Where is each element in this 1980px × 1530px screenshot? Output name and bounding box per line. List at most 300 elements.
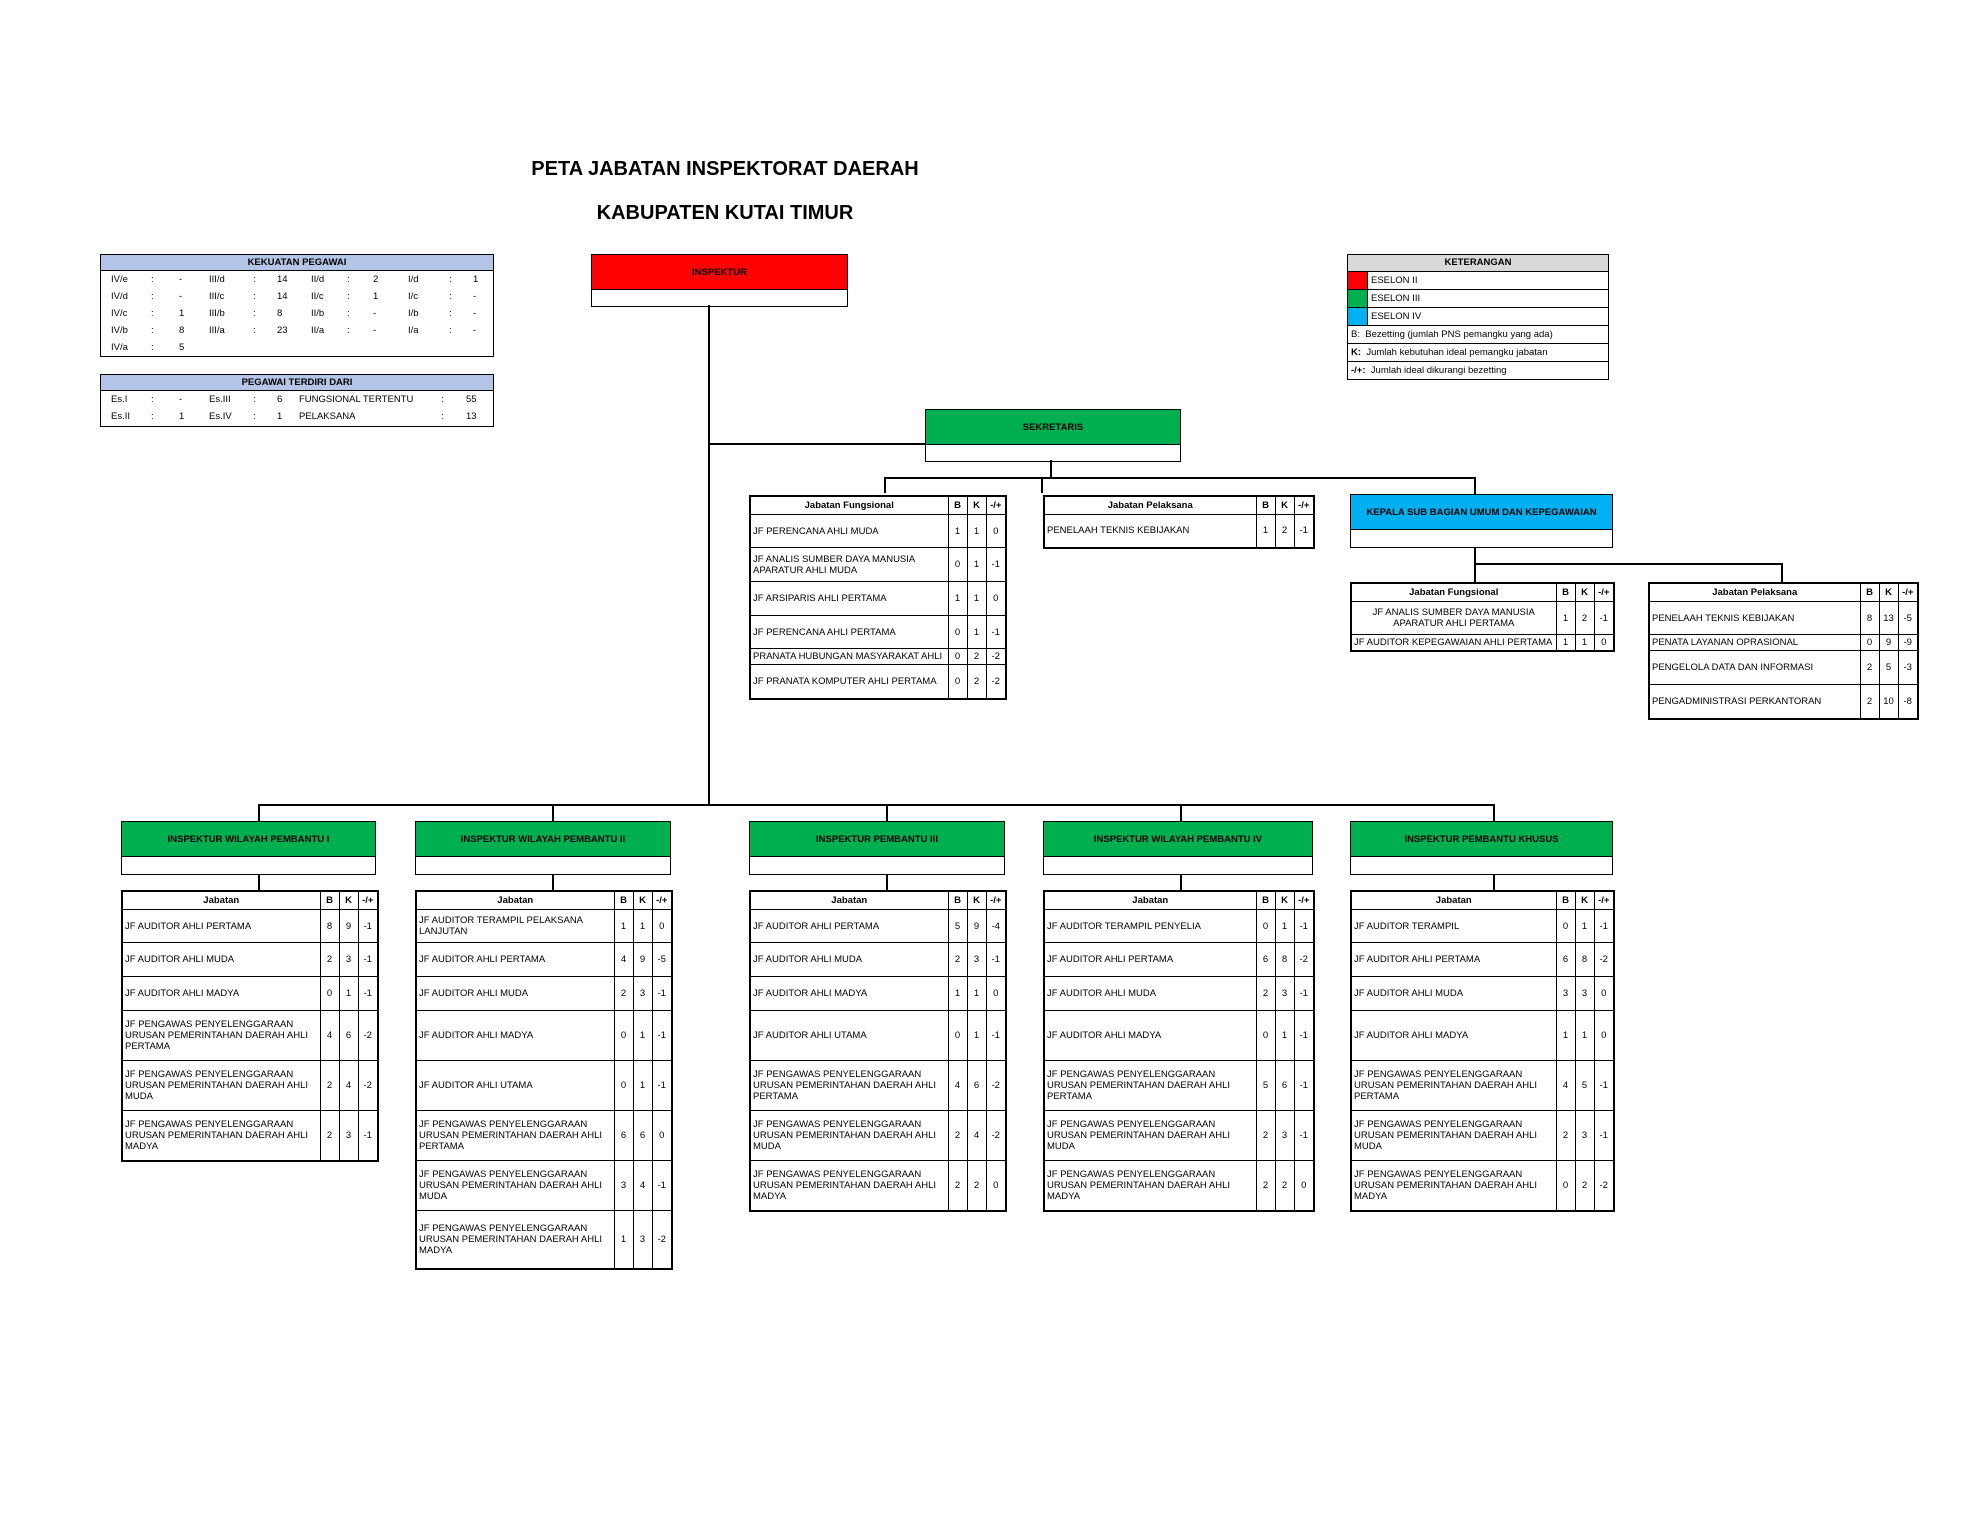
bezetting-value: 1 <box>948 582 967 616</box>
kebutuhan-value: 3 <box>633 1211 652 1269</box>
golongan-label: I/a <box>408 325 419 336</box>
column-header-diff: -/+ <box>986 891 1006 910</box>
eselon-count: - <box>179 394 183 405</box>
eselon3-swatch <box>1348 290 1368 307</box>
bezetting-value: 0 <box>614 1061 633 1111</box>
bezetting-value: 2 <box>948 1161 967 1211</box>
connector-iw2-table <box>552 874 554 890</box>
jabatan-name: JF PENGAWAS PENYELENGGARAAN URUSAN PEMERINTAHAN DAERAH AHLI MUDA <box>750 1111 948 1161</box>
selisih-value: 0 <box>1294 1161 1314 1211</box>
golongan-count: 2 <box>373 274 379 285</box>
separator: : <box>347 274 350 285</box>
subbag-fungsional-table <box>1350 582 1615 652</box>
jabatan-name: JF PENGAWAS PENYELENGGARAAN URUSAN PEMERINTAHAN DAERAH AHLI PERTAMA <box>416 1111 614 1161</box>
ipk-table <box>1350 890 1615 1212</box>
table-row <box>750 1161 1006 1211</box>
table-row <box>122 977 378 1011</box>
legend-k-text: Jumlah kebutuhan ideal pemangku jabatan <box>1366 347 1548 358</box>
selisih-value: -1 <box>1294 977 1314 1011</box>
table-row <box>750 1011 1006 1061</box>
bezetting-value: 2 <box>320 1111 339 1161</box>
legend-eselon3: ESELON III <box>1371 293 1421 304</box>
table-header-row <box>1044 891 1314 910</box>
column-header-diff: -/+ <box>1594 891 1614 910</box>
inspektur-box <box>591 254 848 307</box>
column-header-k: K <box>633 891 652 910</box>
kebutuhan-value: 6 <box>633 1111 652 1161</box>
selisih-value: -1 <box>1294 910 1314 943</box>
table-header-row <box>122 891 378 910</box>
kebutuhan-value: 1 <box>1275 910 1294 943</box>
selisih-value: -9 <box>1898 635 1918 651</box>
column-header-k: K <box>1275 496 1294 515</box>
jabatan-name: JF AUDITOR TERAMPIL <box>1351 910 1556 943</box>
page-subtitle: KABUPATEN KUTAI TIMUR <box>596 202 854 224</box>
separator: : <box>449 291 452 302</box>
bezetting-value: 1 <box>948 515 967 548</box>
kebutuhan-value: 4 <box>967 1111 986 1161</box>
bezetting-value: 2 <box>1860 685 1879 719</box>
jabatan-name: JF AUDITOR AHLI MUDA <box>122 943 320 977</box>
column-header-diff: -/+ <box>358 891 378 910</box>
jabatan-name: JF AUDITOR AHLI MADYA <box>750 977 948 1011</box>
jabatan-name: JF AUDITOR AHLI UTAMA <box>750 1011 948 1061</box>
column-header-b: B <box>1860 583 1879 602</box>
kebutuhan-value: 6 <box>339 1011 358 1061</box>
jabatan-name: JF PENGAWAS PENYELENGGARAAN URUSAN PEMERINTAHAN DAERAH AHLI MUDA <box>122 1061 320 1111</box>
connector-iw1-table <box>258 874 260 890</box>
selisih-value: 0 <box>986 515 1006 548</box>
selisih-value: -2 <box>1594 943 1614 977</box>
separator: : <box>151 394 154 405</box>
jabatan-name: JF PENGAWAS PENYELENGGARAAN URUSAN PEMERINTAHAN DAERAH AHLI MADYA <box>1351 1161 1556 1211</box>
selisih-value: 0 <box>652 1111 672 1161</box>
kebutuhan-value: 3 <box>1275 977 1294 1011</box>
connector-iw1 <box>258 804 260 822</box>
bezetting-value: 0 <box>1556 1161 1575 1211</box>
selisih-value: -1 <box>1294 515 1314 548</box>
kebutuhan-value: 2 <box>1575 602 1594 635</box>
connector-kasubag-down <box>1474 547 1476 564</box>
jabatan-name: JF AUDITOR AHLI PERTAMA <box>1044 943 1256 977</box>
table-row <box>750 616 1006 649</box>
golongan-count: 8 <box>277 308 283 319</box>
bezetting-value: 0 <box>948 616 967 649</box>
separator: : <box>441 411 444 422</box>
selisih-value: -1 <box>1294 1061 1314 1111</box>
golongan-count: 5 <box>179 342 185 353</box>
table-row <box>122 1111 378 1161</box>
kebutuhan-value: 4 <box>339 1061 358 1111</box>
separator: : <box>151 325 154 336</box>
selisih-value: -2 <box>1594 1161 1614 1211</box>
jabatan-name: JF AUDITOR AHLI MADYA <box>1351 1011 1556 1061</box>
selisih-value: -3 <box>1898 651 1918 685</box>
connector-sek-fungsional <box>884 477 886 493</box>
golongan-label: IV/b <box>111 325 128 336</box>
separator: : <box>253 308 256 319</box>
kebutuhan-value: 3 <box>1275 1111 1294 1161</box>
ipk-label: INSPEKTUR PEMBANTU KHUSUS <box>1351 822 1612 857</box>
bezetting-value: 0 <box>948 649 967 665</box>
connector-to-sekretaris <box>708 443 926 445</box>
column-header-jabatan: Jabatan <box>750 891 948 910</box>
selisih-value: -2 <box>986 1111 1006 1161</box>
terdiri-row <box>101 391 493 408</box>
jabatan-name: JF AUDITOR KEPEGAWAIAN AHLI PERTAMA <box>1351 635 1556 651</box>
selisih-value: -1 <box>358 943 378 977</box>
column-header-b: B <box>1556 583 1575 602</box>
table-row <box>750 977 1006 1011</box>
table-row <box>416 1111 672 1161</box>
table-row <box>416 943 672 977</box>
selisih-value: -5 <box>652 943 672 977</box>
kebutuhan-value: 2 <box>967 649 986 665</box>
separator: : <box>347 325 350 336</box>
column-header-k: K <box>1575 891 1594 910</box>
kebutuhan-value: 8 <box>1575 943 1594 977</box>
jabatan-name: JF PENGAWAS PENYELENGGARAAN URUSAN PEMERINTAHAN DAERAH AHLI PERTAMA <box>1351 1061 1556 1111</box>
bezetting-value: 1 <box>614 1211 633 1269</box>
table-row <box>416 1011 672 1061</box>
bezetting-value: 1 <box>948 977 967 1011</box>
bezetting-value: 4 <box>614 943 633 977</box>
ip3-table <box>749 890 1007 1212</box>
kebutuhan-value: 1 <box>967 548 986 582</box>
kekuatan-row <box>101 271 493 288</box>
kategori-label: FUNGSIONAL TERTENTU <box>299 394 414 405</box>
iw4-box <box>1043 821 1313 875</box>
selisih-value: 0 <box>1594 977 1614 1011</box>
selisih-value: -1 <box>358 910 378 943</box>
jabatan-name: JF PENGAWAS PENYELENGGARAAN URUSAN PEMERINTAHAN DAERAH AHLI MADYA <box>1044 1161 1256 1211</box>
bezetting-value: 0 <box>320 977 339 1011</box>
column-header-jabatan: Jabatan <box>1351 891 1556 910</box>
selisih-value: -2 <box>986 1061 1006 1111</box>
table-row <box>750 582 1006 616</box>
iw4-label: INSPEKTUR WILAYAH PEMBANTU IV <box>1044 822 1312 857</box>
kebutuhan-value: 1 <box>339 977 358 1011</box>
connector-main-vertical <box>708 305 710 805</box>
kebutuhan-value: 6 <box>967 1061 986 1111</box>
golongan-count: - <box>179 274 183 285</box>
selisih-value: -1 <box>652 1011 672 1061</box>
bezetting-value: 6 <box>1256 943 1275 977</box>
jabatan-name: JF AUDITOR AHLI UTAMA <box>416 1061 614 1111</box>
eselon4-swatch <box>1348 308 1368 325</box>
bezetting-value: 1 <box>1556 635 1575 651</box>
separator: : <box>253 291 256 302</box>
column-header-k: K <box>1575 583 1594 602</box>
table-header-row <box>1351 891 1614 910</box>
table-row <box>1649 635 1918 651</box>
selisih-value: -1 <box>1294 1111 1314 1161</box>
kebutuhan-value: 1 <box>633 910 652 943</box>
bezetting-value: 0 <box>948 665 967 699</box>
jabatan-name: JF PERENCANA AHLI MUDA <box>750 515 948 548</box>
table-header-row <box>1351 583 1614 602</box>
golongan-count: - <box>473 308 477 319</box>
table-row <box>416 1161 672 1211</box>
kebutuhan-value: 10 <box>1879 685 1898 719</box>
table-row <box>122 910 378 943</box>
golongan-count: - <box>473 325 477 336</box>
jabatan-name: JF PENGAWAS PENYELENGGARAAN URUSAN PEMERINTAHAN DAERAH AHLI MADYA <box>122 1111 320 1161</box>
kebutuhan-value: 1 <box>633 1061 652 1111</box>
bezetting-value: 1 <box>1256 515 1275 548</box>
jabatan-name: PENGADMINISTRASI PERKANTORAN <box>1649 685 1860 719</box>
table-row <box>1044 1161 1314 1211</box>
iw1-table <box>121 890 379 1162</box>
golongan-count: - <box>373 325 377 336</box>
kebutuhan-value: 1 <box>967 582 986 616</box>
selisih-value: -1 <box>358 1111 378 1161</box>
legend-panel <box>1347 254 1609 380</box>
kebutuhan-value: 13 <box>1879 602 1898 635</box>
golongan-count: 8 <box>179 325 185 336</box>
table-header-row <box>750 891 1006 910</box>
table-row <box>1351 977 1614 1011</box>
eselon-label: Es.III <box>209 394 231 405</box>
bezetting-value: 2 <box>1556 1111 1575 1161</box>
ipk-box <box>1350 821 1613 875</box>
kebutuhan-value: 1 <box>1575 635 1594 651</box>
bezetting-value: 3 <box>614 1161 633 1211</box>
kategori-count: 13 <box>466 411 477 422</box>
selisih-value: 0 <box>1594 1011 1614 1061</box>
ip3-label: INSPEKTUR PEMBANTU III <box>750 822 1004 857</box>
table-row <box>750 649 1006 665</box>
kasubag-label: KEPALA SUB BAGIAN UMUM DAN KEPEGAWAIAN <box>1351 495 1612 530</box>
bezetting-value: 6 <box>614 1111 633 1161</box>
bezetting-value: 0 <box>1860 635 1879 651</box>
kebutuhan-value: 3 <box>967 943 986 977</box>
jabatan-name: PENATA LAYANAN OPRASIONAL <box>1649 635 1860 651</box>
column-header-k: K <box>1275 891 1294 910</box>
legend-b <box>1348 326 1553 343</box>
legend-title: KETERANGAN <box>1348 255 1608 272</box>
kekuatan-row <box>101 305 493 322</box>
page-title: PETA JABATAN INSPEKTORAT DAERAH <box>531 158 919 180</box>
jabatan-name: JF AUDITOR AHLI MADYA <box>122 977 320 1011</box>
selisih-value: 0 <box>1594 635 1614 651</box>
selisih-value: -1 <box>986 943 1006 977</box>
column-header-b: B <box>1256 891 1275 910</box>
separator: : <box>253 411 256 422</box>
bezetting-value: 0 <box>614 1011 633 1061</box>
golongan-count: - <box>179 291 183 302</box>
separator: : <box>253 325 256 336</box>
table-row <box>1351 1061 1614 1111</box>
table-row <box>750 548 1006 582</box>
kebutuhan-value: 9 <box>967 910 986 943</box>
golongan-label: II/d <box>311 274 325 285</box>
golongan-count: 1 <box>373 291 379 302</box>
legend-d <box>1348 362 1507 379</box>
subbag-pelaksana-table <box>1648 582 1919 720</box>
bezetting-value: 2 <box>948 1111 967 1161</box>
selisih-value: -1 <box>1594 1111 1614 1161</box>
column-header-jabatan: Jabatan Pelaksana <box>1649 583 1860 602</box>
sekretaris-pelaksana-table <box>1043 495 1315 549</box>
table-header-row <box>416 891 672 910</box>
bezetting-value: 2 <box>614 977 633 1011</box>
kebutuhan-value: 1 <box>967 1011 986 1061</box>
selisih-value: -2 <box>1294 943 1314 977</box>
jabatan-name: JF AUDITOR AHLI MADYA <box>1044 1011 1256 1061</box>
golongan-label: IV/c <box>111 308 128 319</box>
eselon-count: 1 <box>277 411 283 422</box>
jabatan-name: JF AUDITOR AHLI PERTAMA <box>750 910 948 943</box>
kebutuhan-value: 2 <box>1275 515 1294 548</box>
bezetting-value: 1 <box>1556 1011 1575 1061</box>
column-header-b: B <box>948 496 967 515</box>
table-row <box>1351 1161 1614 1211</box>
separator: : <box>441 394 444 405</box>
golongan-label: I/c <box>408 291 419 302</box>
selisih-value: -5 <box>1898 602 1918 635</box>
selisih-value: -1 <box>652 1061 672 1111</box>
golongan-count: 1 <box>179 308 185 319</box>
jabatan-name: JF AUDITOR AHLI PERTAMA <box>122 910 320 943</box>
golongan-label: III/b <box>209 308 225 319</box>
kebutuhan-value: 1 <box>1575 910 1594 943</box>
column-header-diff: -/+ <box>652 891 672 910</box>
jabatan-name: JF PRANATA KOMPUTER AHLI PERTAMA <box>750 665 948 699</box>
legend-eselon2: ESELON II <box>1371 275 1418 286</box>
bezetting-value: 0 <box>1556 910 1575 943</box>
selisih-value: 0 <box>652 910 672 943</box>
iw2-box <box>415 821 671 875</box>
golongan-label: I/d <box>408 274 419 285</box>
golongan-count: 14 <box>277 291 288 302</box>
kebutuhan-value: 1 <box>967 977 986 1011</box>
iw4-table <box>1043 890 1315 1212</box>
jabatan-name: PRANATA HUBUNGAN MASYARAKAT AHLI <box>750 649 948 665</box>
connector-ipk <box>1493 804 1495 822</box>
bezetting-value: 0 <box>948 548 967 582</box>
golongan-label: II/a <box>311 325 325 336</box>
legend-eselon4: ESELON IV <box>1371 311 1422 322</box>
selisih-value: -1 <box>986 616 1006 649</box>
table-row <box>750 1111 1006 1161</box>
kebutuhan-value: 3 <box>633 977 652 1011</box>
bezetting-value: 2 <box>1860 651 1879 685</box>
table-row <box>122 1061 378 1111</box>
legend-b-text: Bezetting (jumlah PNS pemangku yang ada) <box>1365 329 1553 340</box>
selisih-value: -1 <box>652 1161 672 1211</box>
separator: : <box>253 394 256 405</box>
bezetting-value: 0 <box>1256 910 1275 943</box>
jabatan-name: JF PERENCANA AHLI PERTAMA <box>750 616 948 649</box>
golongan-label: II/c <box>311 291 324 302</box>
separator: : <box>151 411 154 422</box>
kebutuhan-value: 3 <box>1575 977 1594 1011</box>
connector-iw4 <box>1180 804 1182 822</box>
selisih-value: -2 <box>986 649 1006 665</box>
kebutuhan-value: 1 <box>967 515 986 548</box>
jabatan-name: JF AUDITOR TERAMPIL PENYELIA <box>1044 910 1256 943</box>
column-header-k: K <box>1879 583 1898 602</box>
bezetting-value: 4 <box>1556 1061 1575 1111</box>
bezetting-value: 1 <box>614 910 633 943</box>
selisih-value: -1 <box>986 548 1006 582</box>
kebutuhan-value: 1 <box>967 616 986 649</box>
bezetting-value: 1 <box>1556 602 1575 635</box>
connector-inspektur-branch <box>258 804 1494 806</box>
legend-k-key: K: <box>1351 347 1362 358</box>
iw1-box <box>121 821 376 875</box>
bezetting-value: 4 <box>948 1061 967 1111</box>
bezetting-value: 5 <box>948 910 967 943</box>
column-header-jabatan: Jabatan Pelaksana <box>1044 496 1256 515</box>
sekretaris-fungsional-table <box>749 495 1007 700</box>
selisih-value: -1 <box>986 1011 1006 1061</box>
table-row <box>1351 602 1614 635</box>
jabatan-name: JF PENGAWAS PENYELENGGARAAN URUSAN PEMERINTAHAN DAERAH AHLI PERTAMA <box>122 1011 320 1061</box>
table-row <box>1044 1011 1314 1061</box>
bezetting-value: 8 <box>1860 602 1879 635</box>
column-header-diff: -/+ <box>1594 583 1614 602</box>
table-row <box>1044 977 1314 1011</box>
eselon-count: 6 <box>277 394 283 405</box>
eselon2-swatch <box>1348 272 1368 289</box>
table-row <box>1351 1011 1614 1061</box>
connector-sub-fungsional <box>1474 563 1476 583</box>
selisih-value: 0 <box>986 582 1006 616</box>
column-header-jabatan: Jabatan <box>1044 891 1256 910</box>
golongan-count: 23 <box>277 325 288 336</box>
eselon-label: Es.I <box>111 394 128 405</box>
kebutuhan-value: 5 <box>1879 651 1898 685</box>
selisih-value: -1 <box>1594 910 1614 943</box>
jabatan-name: JF AUDITOR AHLI PERTAMA <box>416 943 614 977</box>
kebutuhan-value: 2 <box>1275 1161 1294 1211</box>
table-row <box>750 1061 1006 1111</box>
column-header-jabatan: Jabatan <box>122 891 320 910</box>
jabatan-name: JF AUDITOR AHLI MADYA <box>416 1011 614 1061</box>
separator: : <box>347 308 350 319</box>
ip3-box <box>749 821 1005 875</box>
connector-sub-pelaksana <box>1781 563 1783 583</box>
column-header-k: K <box>967 891 986 910</box>
column-header-diff: -/+ <box>986 496 1006 515</box>
bezetting-value: 2 <box>948 943 967 977</box>
table-row <box>750 943 1006 977</box>
bezetting-value: 0 <box>948 1011 967 1061</box>
bezetting-value: 6 <box>1556 943 1575 977</box>
column-header-diff: -/+ <box>1294 891 1314 910</box>
iw2-table <box>415 890 673 1270</box>
table-row <box>1044 1111 1314 1161</box>
kebutuhan-value: 9 <box>1879 635 1898 651</box>
separator: : <box>449 274 452 285</box>
column-header-b: B <box>1256 496 1275 515</box>
kebutuhan-value: 5 <box>1575 1061 1594 1111</box>
table-row <box>416 1211 672 1269</box>
selisih-value: -4 <box>986 910 1006 943</box>
jabatan-name: JF AUDITOR AHLI MUDA <box>416 977 614 1011</box>
golongan-count: - <box>473 291 477 302</box>
legend-b-key: B: <box>1351 329 1360 340</box>
separator: : <box>151 342 154 353</box>
selisih-value: -8 <box>1898 685 1918 719</box>
connector-sek-branch <box>884 477 1475 479</box>
table-row <box>1351 910 1614 943</box>
kekuatan-row <box>101 339 493 356</box>
separator: : <box>347 291 350 302</box>
connector-iw2 <box>552 804 554 822</box>
